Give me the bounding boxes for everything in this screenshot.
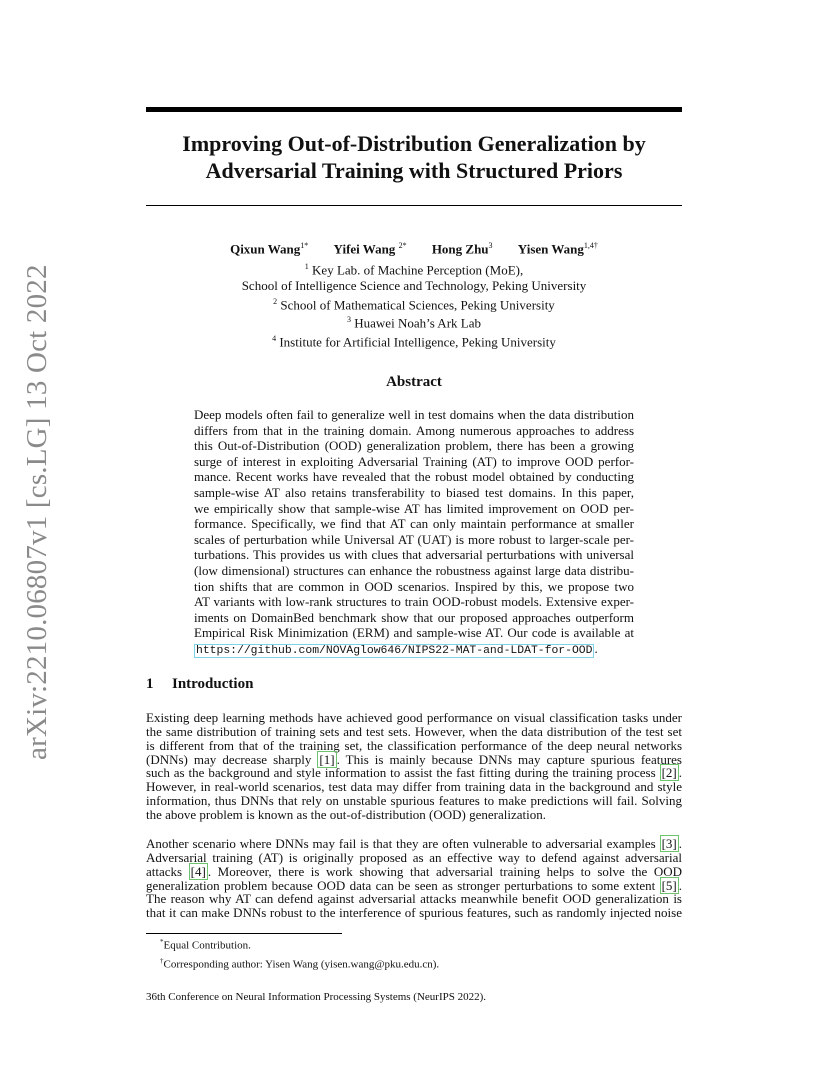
abstract-line: scales of perturbation while Universal AT (UAT) is more robust to larger-scale per- bbox=[194, 531, 634, 547]
text-line: information, thus DNNs that rely on unstable spurious features to make predictions will fail. Solving bbox=[146, 793, 682, 809]
section-heading-introduction bbox=[146, 676, 253, 693]
text-line: Another scenario where DNNs may fail is that they are often vulnerable to adversarial examples [3] . bbox=[146, 836, 682, 851]
author-2: Yifei Wang $^{2*}$ bbox=[333, 241, 407, 257]
abstract-line: turbations. This provides us with clues that adversarial perturbations with universal bbox=[194, 547, 634, 563]
affiliation-1: $^1$ Key Lab. of Machine Perception (MoE), bbox=[304, 262, 524, 278]
text-line: Adversarial training (AT) is originally proposed as an effective way to defend against adversarial bbox=[146, 849, 682, 865]
footnote-corresponding-author: †Corresponding author: Yisen Wang (yisen.wang@pku.edu.cn). bbox=[160, 956, 440, 971]
abstract-line: surge of interest in exploiting Adversarial Training (AT) to improve OOD perfor- bbox=[194, 453, 634, 469]
footnotes bbox=[160, 935, 439, 972]
author-4: Yisen Wang$^{1,4\dagger}$ bbox=[517, 241, 598, 257]
citation-link[interactable]: [2] bbox=[661, 765, 677, 781]
affiliation-3: $^3$ Huawei Noah’s Ark Lab bbox=[347, 315, 481, 331]
text-line: (DNNs) may decrease sharply [1] . This is mainly because DNNs may capture spurious features bbox=[146, 751, 682, 767]
text-line: Existing deep learning methods have achieved good performance on visual classification tasks under bbox=[146, 710, 682, 725]
affiliation-2: $^2$ School of Mathematical Sciences, Peking University bbox=[273, 296, 555, 312]
abstract-line: we empirically show that sample-wise AT has limited improvement on OOD per- bbox=[194, 500, 634, 516]
abstract-line: mance. Recent works have revealed that the robust model obtained by conducting bbox=[194, 469, 634, 485]
title-line-1: Improving Out-of-Distribution Generalization by bbox=[182, 131, 646, 156]
affiliations bbox=[146, 259, 682, 350]
section-title: Introduction bbox=[172, 676, 254, 692]
text-line: However, in real-world scenarios, test data may differ from training data in the background and style bbox=[146, 779, 682, 795]
title-top-rule bbox=[146, 107, 682, 112]
abstract-url-line: https://github.com/NOVAglow646/NIPS22-MAT-and-LDAT-for-OOD . bbox=[196, 640, 598, 657]
footnote-rule bbox=[146, 933, 342, 934]
citation-link[interactable]: [3] bbox=[661, 836, 677, 851]
affiliation-4: $^4$ Institute for Artificial Intelligence, Peking University bbox=[272, 334, 556, 350]
abstract-line: formance. Specifically, we find that AT can only maintain performance at smaller bbox=[194, 516, 634, 532]
author-1: Qixun Wang$^{1*}$ bbox=[230, 241, 309, 257]
abstract-line: (low dimensional) structures can enhance the robustness against large data distribu- bbox=[194, 562, 634, 578]
abstract-heading: Abstract bbox=[386, 374, 442, 390]
intro-paragraph-2 bbox=[146, 837, 682, 920]
text-line: generalization problem because OOD data can be seen as stronger perturbations to some extent [5] . bbox=[146, 877, 682, 893]
conference-footer: 36th Conference on Neural Information Processing Systems (NeurIPS 2022). bbox=[146, 991, 487, 1003]
section-number: 1 bbox=[146, 676, 154, 692]
abstract-line: sample-wise AT also retains transferability to biased test domains. In this paper, bbox=[194, 484, 634, 500]
arxiv-stamp: arXiv:2210.06807v1 [cs.LG] 13 Oct 2022 bbox=[21, 264, 53, 760]
abstract-line: this Out-of-Distribution (OOD) generalization problem, there has been a growing bbox=[194, 438, 634, 454]
footnote-equal-contribution: *Equal Contribution. bbox=[160, 938, 251, 952]
abstract-line: Empirical Risk Minimization (ERM) and sample-wise AT. Our code is available at bbox=[194, 625, 634, 641]
text-line: that it can make DNNs robust to the interference of spurious features, such as randomly injected noise bbox=[146, 905, 682, 921]
affiliation-1-cont: School of Intelligence Science and Technology, Peking University bbox=[241, 277, 587, 293]
text-line: the same distribution of training sets and test sets. However, when the data distribution of the test set bbox=[146, 723, 682, 739]
title-bottom-rule bbox=[146, 205, 682, 206]
paper-title bbox=[146, 130, 682, 184]
abstract-line: AT variants with low-rank structures to train OOD-robust models. Extensive exper- bbox=[194, 594, 634, 610]
intro-paragraph-1 bbox=[146, 711, 682, 822]
arxiv-stamp-container bbox=[21, 264, 57, 760]
citation-link[interactable]: [5] bbox=[661, 877, 677, 893]
citation-link[interactable]: [4] bbox=[190, 863, 206, 879]
text-line: The reason why AT can defend against adversarial attacks meanwhile benefit OOD generalization is bbox=[146, 891, 682, 907]
abstract-line: Deep models often fail to generalize well in test domains when the data distribution bbox=[194, 407, 634, 422]
author-3: Hong Zhu$^3$ bbox=[431, 241, 493, 257]
author-list bbox=[146, 241, 682, 257]
text-line: is different from that of the training set, the classification performance of the deep neural networks bbox=[146, 737, 682, 753]
text-line: attacks [4] . Moreover, there is work showing that adversarial training helps to solve the OOD bbox=[146, 863, 682, 879]
citation-link[interactable]: [1] bbox=[319, 751, 335, 767]
text-line: such as the background and style information to assist the fast fitting during the training process [2] . bbox=[146, 765, 682, 781]
text-line: the above problem is known as the out-of-distribution (OOD) generalization. bbox=[146, 806, 547, 822]
abstract-body bbox=[194, 407, 634, 660]
title-line-2: Adversarial Training with Structured Priors bbox=[205, 158, 623, 183]
abstract-line: tion shifts that are common in OOD scenarios. Inspired by this, we propose two bbox=[194, 578, 634, 594]
code-url-link[interactable]: https://github.com/NOVAglow646/NIPS22-MAT-and-LDAT-for-OOD bbox=[196, 644, 593, 657]
abstract-line: iments on DomainBed benchmark show that our proposed approaches outperform bbox=[194, 609, 634, 625]
abstract-line: differs from that in the training domain. Among numerous approaches to address bbox=[194, 422, 634, 438]
